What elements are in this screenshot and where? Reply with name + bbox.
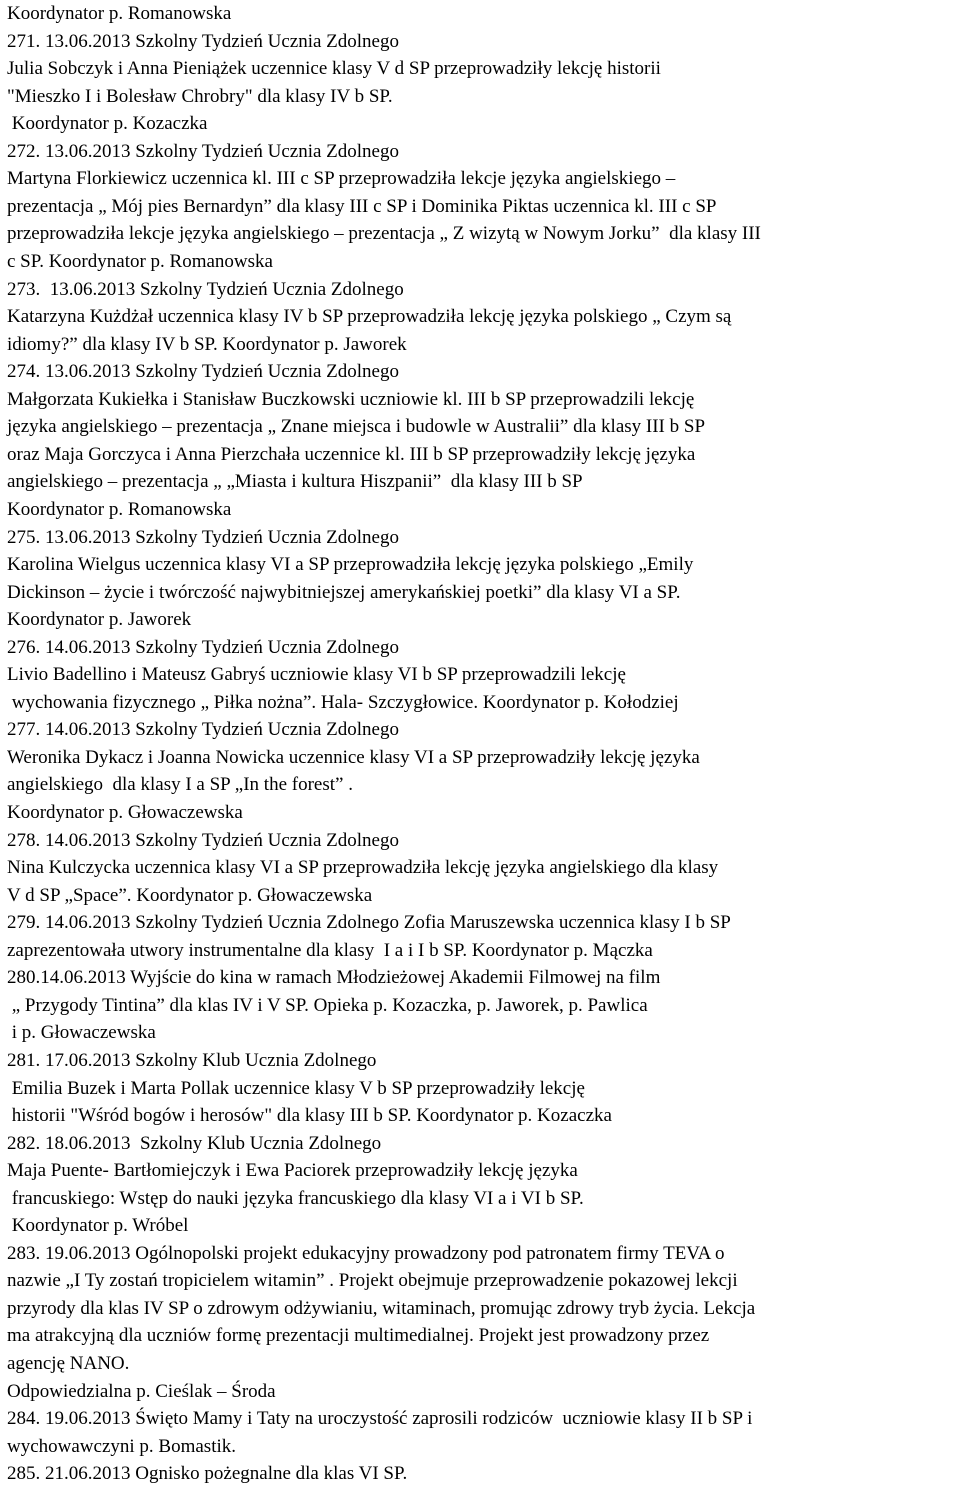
text-line: zaprezentowała utwory instrumentalne dla klasy I a i I b SP. Koordynator p. Mączka bbox=[7, 939, 653, 961]
text-line: prezentacja „ Mój pies Bernardyn” dla klasy III c SP i Dominika Piktas uczennica kl. III c SP bbox=[7, 195, 717, 217]
text-line: wychowawczyni p. Bomastik. bbox=[7, 1435, 237, 1457]
text-line: historii "Wśród bogów i herosów" dla klasy III b SP. Koordynator p. Kozaczka bbox=[7, 1105, 612, 1126]
text-line: Małgorzata Kukiełka i Stanisław Buczkowski uczniowie kl. III b SP przeprowadzili lekcję bbox=[7, 388, 695, 410]
text-line: języka angielskiego – prezentacja „ Znane miejsca i budowle w Australii” dla klasy III b SP bbox=[7, 416, 706, 438]
text-line: agencję NANO. bbox=[7, 1353, 130, 1374]
text-line: Koordynator p. Romanowska bbox=[7, 3, 232, 24]
text-line: przeprowadziła lekcje języka angielskiego – prezentacja „ Z wizytą w Nowym Jorku” dla klasy III bbox=[7, 223, 761, 245]
text-line: 281. 17.06.2013 Szkolny Klub Ucznia Zdolnego bbox=[7, 1049, 377, 1071]
text-line: i p. Głowaczewska bbox=[7, 1022, 156, 1044]
text-line: Karolina Wielgus uczennica klasy VI a SP przeprowadziła lekcję języka polskiego „Emily bbox=[7, 554, 694, 575]
text-line: Nina Kulczycka uczennica klasy VI a SP przeprowadziła lekcję języka angielskiego dla klasy bbox=[7, 857, 719, 879]
text-line: idiomy?” dla klasy IV b SP. Koordynator p. Jaworek bbox=[7, 333, 407, 355]
text-line: Martyna Florkiewicz uczennica kl. III c SP przeprowadziła lekcje języka angielskiego – bbox=[7, 168, 676, 190]
text-line: 277. 14.06.2013 Szkolny Tydzień Ucznia Zdolnego bbox=[7, 719, 399, 741]
text-line: 278. 14.06.2013 Szkolny Tydzień Ucznia Zdolnego bbox=[7, 829, 399, 851]
text-line: 273. 13.06.2013 Szkolny Tydzień Ucznia Zdolnego bbox=[7, 278, 404, 300]
text-line: 283. 19.06.2013 Ogólnopolski projekt edukacyjny prowadzony pod patronatem firmy TEVA o bbox=[7, 1242, 725, 1264]
text-line: 280.14.06.2013 Wyjście do kina w ramach Młodzieżowej Akademii Filmowej na film bbox=[7, 967, 661, 989]
text-line: Weronika Dykacz i Joanna Nowicka uczennice klasy VI a SP przeprowadziły lekcję języka bbox=[7, 746, 700, 768]
text-line: 274. 13.06.2013 Szkolny Tydzień Ucznia Zdolnego bbox=[7, 361, 399, 383]
text-line: Koordynator p. Jaworek bbox=[7, 609, 192, 631]
text-line: 279. 14.06.2013 Szkolny Tydzień Ucznia Zdolnego Zofia Maruszewska uczennica klasy I b SP bbox=[7, 912, 731, 934]
text-line: 272. 13.06.2013 Szkolny Tydzień Ucznia Zdolnego bbox=[7, 140, 399, 162]
text-line: Koordynator p. Wróbel bbox=[7, 1215, 189, 1237]
text-line: V d SP „Space”. Koordynator p. Głowaczewska bbox=[7, 884, 373, 906]
text-line: Koordynator p. Romanowska bbox=[7, 498, 232, 520]
text-line: oraz Maja Gorczyca i Anna Pierzchała uczennice kl. III b SP przeprowadziły lekcję języka bbox=[7, 443, 696, 465]
text-line: 271. 13.06.2013 Szkolny Tydzień Ucznia Zdolnego bbox=[7, 30, 399, 52]
text-line: c SP. Koordynator p. Romanowska bbox=[7, 251, 273, 272]
text-line: Odpowiedzialna p. Cieślak – Środa bbox=[7, 1380, 276, 1402]
text-line: angielskiego – prezentacja „ „Miasta i kultura Hiszpanii” dla klasy III b SP bbox=[7, 471, 583, 493]
text-line: Julia Sobczyk i Anna Pieniążek uczennice klasy V d SP przeprowadziły lekcję historii bbox=[7, 58, 661, 80]
text-line: „ Przygody Tintina” dla klas IV i V SP. Opieka p. Kozaczka, p. Jaworek, p. Pawlica bbox=[7, 994, 648, 1016]
text-line: Koordynator p. Kozaczka bbox=[7, 113, 208, 135]
text-line: Emilia Buzek i Marta Pollak uczennice klasy V b SP przeprowadziły lekcję bbox=[7, 1077, 585, 1099]
text-line: przyrody dla klas IV SP o zdrowym odżywianiu, witaminach, promując zdrowy tryb życia. Lekcja bbox=[7, 1297, 756, 1319]
text-line: Livio Badellino i Mateusz Gabryś uczniowie klasy VI b SP przeprowadzili lekcję bbox=[7, 664, 626, 686]
text-line: wychowania fizycznego „ Piłka nożna”. Hala- Szczygłowice. Koordynator p. Kołodziej bbox=[7, 691, 679, 713]
text-line: francuskiego: Wstęp do nauki języka francuskiego dla klasy VI a i VI b SP. bbox=[7, 1187, 584, 1209]
text-line: ma atrakcyjną dla uczniów formę prezentacji multimedialnej. Projekt jest prowadzony przez bbox=[7, 1325, 710, 1347]
text-line: Koordynator p. Głowaczewska bbox=[7, 802, 243, 823]
text-line: 284. 19.06.2013 Święto Mamy i Taty na uroczystość zaprosili rodziców uczniowie klasy II b SP i bbox=[7, 1408, 753, 1429]
text-line: Maja Puente- Bartłomiejczyk i Ewa Paciorek przeprowadziły lekcję języka bbox=[7, 1160, 578, 1182]
text-line: Dickinson – życie i twórczość najwybitniejszej amerykańskiej poetki” dla klasy VI a SP. bbox=[7, 581, 681, 603]
text-line: 276. 14.06.2013 Szkolny Tydzień Ucznia Zdolnego bbox=[7, 636, 399, 658]
text-line: angielskiego dla klasy I a SP „In the forest” . bbox=[7, 774, 353, 796]
text-line: 275. 13.06.2013 Szkolny Tydzień Ucznia Zdolnego bbox=[7, 526, 399, 548]
text-line: nazwie „I Ty zostań tropicielem witamin” . Projekt obejmuje przeprowadzenie pokazowej lekcji bbox=[7, 1270, 738, 1292]
text-line: Katarzyna Kużdżał uczennica klasy IV b SP przeprowadziła lekcję języka polskiego „ Czym są bbox=[7, 306, 732, 328]
text-line: 285. 21.06.2013 Ognisko pożegnalne dla klas VI SP. bbox=[7, 1463, 408, 1485]
text-line: 282. 18.06.2013 Szkolny Klub Ucznia Zdolnego bbox=[7, 1132, 382, 1154]
text-line: "Mieszko I i Bolesław Chrobry" dla klasy IV b SP. bbox=[7, 85, 393, 107]
